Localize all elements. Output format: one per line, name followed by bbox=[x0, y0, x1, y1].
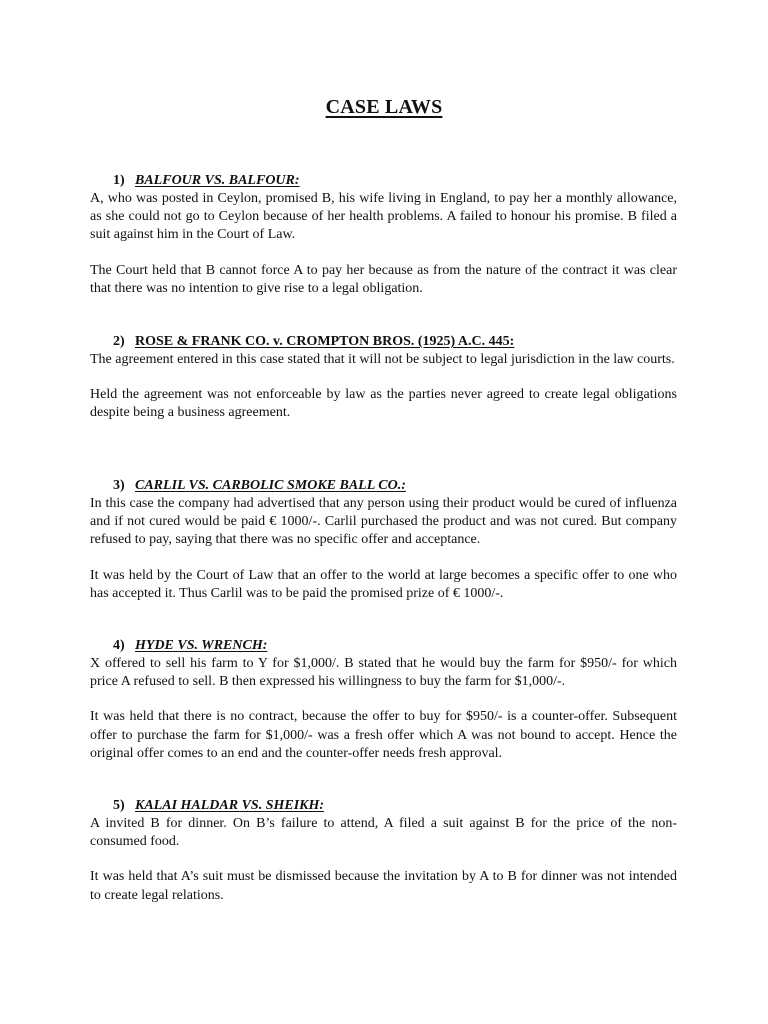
case-number: 2) bbox=[113, 334, 125, 349]
case-facts: X offered to sell his farm to Y for $1,000/. B stated that he would buy the farm for $950/- for which price A refused to sell. B then expressed his willingness to buy the farm for $1,000/-. bbox=[90, 656, 677, 690]
case-name: HYDE VS. WRENCH: bbox=[135, 638, 268, 653]
case-number: 4) bbox=[113, 638, 125, 653]
case-holding: It was held that there is no contract, because the offer to buy for $950/- is a counter-offer. Subsequent offer to purchase the farm for $1,000/- was a fresh offer which A was not bound to accept. Hence the original offer comes to an end and the counter-offer needs fresh approval. bbox=[90, 709, 677, 761]
case-facts: A invited B for dinner. On B’s failure to attend, A filed a suit against B for the price of the non-consumed food. bbox=[90, 816, 677, 850]
case-name: BALFOUR VS. BALFOUR: bbox=[135, 173, 300, 188]
case-name: ROSE & FRANK CO. v. CROMPTON BROS. (1925) A.C. 445: bbox=[135, 334, 515, 349]
case-facts: In this case the company had advertised that any person using their product would be cured of influenza and if not cured would be paid € 1000/-. Carlil purchased the product and was not cured. But company refused to pay, saying that there was no specific offer and acceptance. bbox=[90, 496, 677, 548]
case-heading bbox=[113, 797, 677, 815]
case-balfour bbox=[90, 172, 677, 298]
case-facts: A, who was posted in Ceylon, promised B, his wife living in England, to pay her a monthly allowance, as she could not go to Ceylon because of her health problems. A failed to honour his promise. B filed a suit against him in the Court of Law. bbox=[90, 191, 677, 243]
case-heading bbox=[113, 637, 677, 655]
case-number: 1) bbox=[113, 173, 125, 188]
document-title: CASE LAWS bbox=[325, 96, 443, 118]
case-kalai-haldar bbox=[90, 797, 677, 905]
case-heading bbox=[113, 333, 677, 351]
case-holding: It was held by the Court of Law that an offer to the world at large becomes a specific offer to one who has accepted it. Thus Carlil was to be paid the promised prize of € 1000/-. bbox=[90, 567, 677, 601]
case-number: 5) bbox=[113, 798, 125, 813]
case-holding: It was held that A’s suit must be dismissed because the invitation by A to B for dinner was not intended to create legal relations. bbox=[90, 869, 677, 903]
case-rose-frank bbox=[90, 333, 677, 423]
case-hyde-wrench bbox=[90, 637, 677, 763]
case-holding: The Court held that B cannot force A to pay her because as from the nature of the contract it was clear that there was no intention to give rise to a legal obligation. bbox=[90, 262, 677, 296]
case-name: KALAI HALDAR VS. SHEIKH: bbox=[135, 798, 325, 813]
case-facts: The agreement entered in this case stated that it will not be subject to legal jurisdiction in the law courts. bbox=[90, 352, 675, 367]
case-carlil bbox=[90, 477, 677, 603]
case-number: 3) bbox=[113, 478, 125, 493]
case-name: CARLIL VS. CARBOLIC SMOKE BALL CO.: bbox=[135, 478, 406, 493]
case-heading bbox=[113, 172, 677, 190]
case-heading bbox=[113, 477, 677, 495]
case-holding: Held the agreement was not enforceable by law as the parties never agreed to create legal obligations despite being a business agreement. bbox=[90, 387, 677, 421]
